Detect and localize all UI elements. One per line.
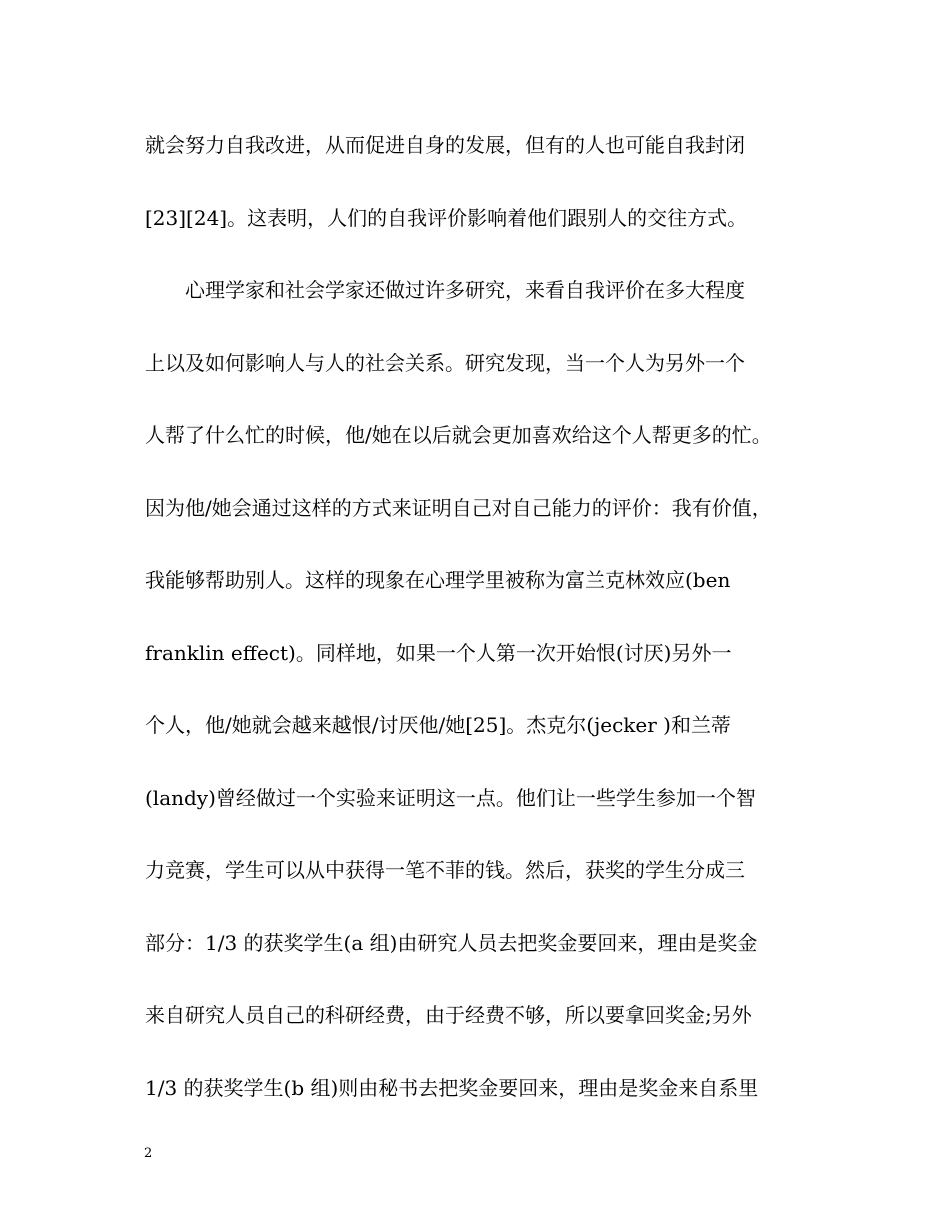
text-line: 我能够帮助别人。这样的现象在心理学里被称为富兰克林效应(ben [145, 568, 731, 592]
text-line: 个人，他/她就会越来越恨/讨厌他/她[25]。杰克尔(jecker )和兰蒂 [145, 713, 731, 737]
text-line: 部分：1/3 的获奖学生(a 组)由研究人员去把奖金要回来，理由是奖金 [145, 930, 758, 955]
page-number: 2 [144, 1146, 153, 1161]
text-line: 因为他/她会通过这样的方式来证明自己对自己能力的评价：我有价值， [145, 495, 772, 520]
text-line: 就会努力自我改进，从而促进自身的发展，但有的人也可能自我封闭 [145, 133, 745, 157]
body-text [145, 121, 810, 1136]
text-line-paragraph-start: 心理学家和社会学家还做过许多研究，来看自我评价在多大程度 [185, 278, 745, 302]
text-line: franklin effect)。同样地，如果一个人第一次开始恨(讨厌)另外一 [145, 640, 732, 665]
text-line: 力竞赛，学生可以从中获得一笔不菲的钱。然后，获奖的学生分成三 [145, 858, 745, 882]
text-line: [23][24]。这表明，人们的自我评价影响着他们跟别人的交往方式。 [145, 205, 748, 230]
text-line: 上以及如何影响人与人的社会关系。研究发现，当一个人为另外一个 [145, 350, 745, 375]
text-line: 来自研究人员自己的科研经费，由于经费不够，所以要拿回奖金;另外 [145, 1003, 752, 1027]
text-line: 人帮了什么忙的时候，他/她在以后就会更加喜欢给这个人帮更多的忙。 [145, 423, 772, 447]
text-line: (landy)曾经做过一个实验来证明这一点。他们让一些学生参加一个智 [145, 785, 756, 810]
text-line: 1/3 的获奖学生(b 组)则由秘书去把奖金要回来，理由是奖金来自系里 [145, 1075, 759, 1100]
